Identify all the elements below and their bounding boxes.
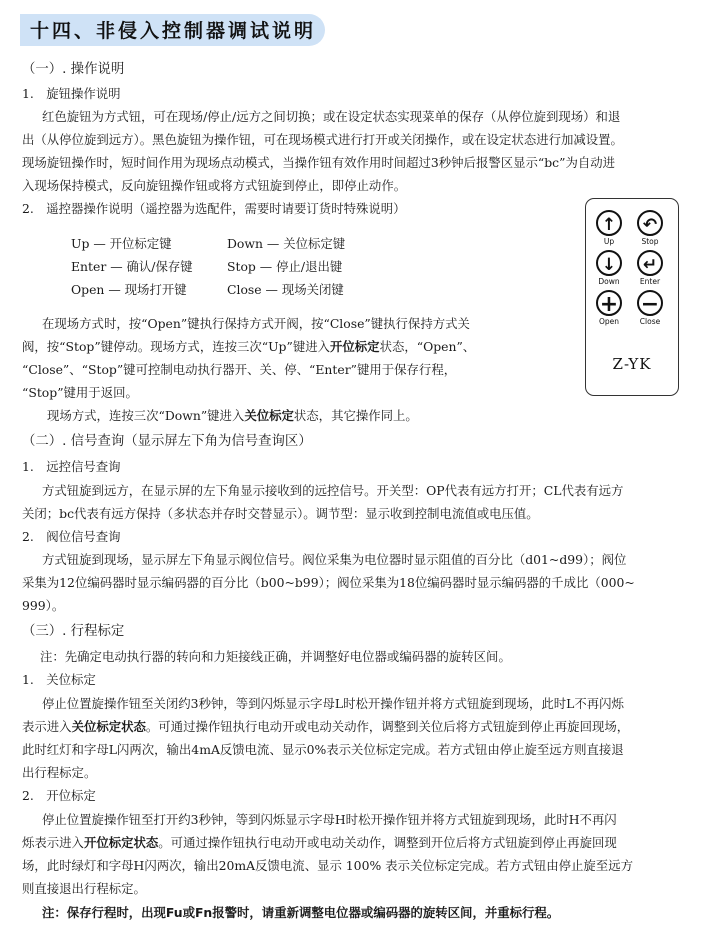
- key-desc: Down — 关位标定键: [227, 236, 346, 251]
- remote-label: Up: [603, 237, 615, 246]
- paragraph-line: “Close”、“Stop”键可控制电动执行器开、关、停、“Enter”键用于保存行程，: [22, 362, 457, 377]
- paragraph-line: 出（从停位旋到远方）。黑色旋钮为操作钮，可在现场模式进行打开或关闭操作，或在设定状态进行加减设置。: [22, 132, 623, 147]
- key-desc: Open — 现场打开键: [71, 282, 187, 297]
- emphasis-close-calibration-state: 关位标定状态: [71, 719, 146, 734]
- emphasis-open-calibration-state: 开位标定状态: [83, 835, 159, 850]
- paragraph-line: 红色旋钮为方式钮，可在现场/停止/远方之间切换；或在设定状态实现菜单的保存（从停位旋到现场）和退: [42, 109, 621, 124]
- down-arrow-icon: ↓: [596, 250, 622, 276]
- paragraph-line: 停止位置旋操作钮至打开约3秒钟，等到闪烁显示字母H时松开操作钮并将方式钮旋到现场，此时H不再闪: [42, 812, 617, 827]
- key-desc: Enter — 确认/保存键: [71, 259, 193, 274]
- paragraph-line: 出行程标定。: [22, 765, 97, 780]
- section-heading-operation: （一）. 操作说明: [22, 62, 125, 77]
- paragraph-line: 则直接退出行程标定。: [22, 881, 146, 896]
- up-arrow-icon: ↑: [596, 210, 622, 236]
- paragraph-line: 场，此时绿灯和字母H闪两次，输出20mA反馈电流、显示 100% 表示关位标定完成。若方式钮由停止旋至远方: [22, 858, 633, 873]
- return-arrow-icon: ↶: [637, 210, 663, 236]
- remote-control-illustration: [585, 198, 679, 396]
- paragraph-line: 方式钮旋到远方，在显示屏的左下角显示接收到的远控信号。开关型：OP代表有远方打开；CL代表有远方: [42, 483, 624, 498]
- emphasis-close-calibration: 关位标定: [244, 408, 294, 423]
- remote-label: Open: [598, 317, 620, 326]
- section-heading-signal: （二）. 信号查询（显示屏左下角为信号查询区）: [22, 434, 312, 449]
- paragraph-line: 停止位置旋操作钮至关闭约3秒钟，等到闪烁显示字母L时松开操作钮并将方式钮旋到现场，此时L不再闪烁: [42, 696, 624, 711]
- final-note: 注：保存行程时，出现Fu或Fn报警时，请重新调整电位器或编码器的旋转区间，并重标行程。: [42, 905, 560, 920]
- paragraph-line: 方式钮旋到现场，显示屏左下角显示阀位信号。阀位采集为电位器时显示阻值的百分比（d01~d99）；阀位: [42, 552, 627, 567]
- paragraph-line: 此时红灯和字母L闪两次，输出4mA反馈电流、显示0%表示关位标定完成。若方式钮由停止旋至远方则直接退: [22, 742, 624, 757]
- remote-label: Close: [639, 317, 661, 326]
- subheading-remote-signal: 1. 远控信号查询: [22, 459, 121, 474]
- enter-arrow-icon: ↵: [637, 250, 663, 276]
- paragraph-line: 现场方式，连按三次“Down”键进入关位标定状态，其它操作同上。: [47, 408, 418, 423]
- subheading-open-calibration: 2. 开位标定: [22, 788, 96, 803]
- key-desc: Up — 开位标定键: [71, 236, 172, 251]
- plus-icon: +: [596, 290, 622, 316]
- paragraph-line: 入现场保持模式，反向旋钮操作钮或将方式钮旋到停止，即停止动作。: [22, 178, 407, 193]
- paragraph-line: 在现场方式时，按“Open”键执行保持方式开阀，按“Close”键执行保持方式关: [42, 316, 470, 331]
- emphasis-open-calibration: 开位标定: [330, 339, 380, 354]
- key-desc: Stop — 停止/退出键: [227, 259, 343, 274]
- paragraph-line: 999）。: [22, 598, 65, 613]
- note-line: 注：先确定电动执行器的转向和力矩接线正确，并调整好电位器或编码器的旋转区间。: [40, 649, 511, 664]
- paragraph-line: 现场旋钮操作时，短时间作用为现场点动模式，当操作钮有效作用时间超过3秒钟后报警区显示“bc”为自动进: [22, 155, 616, 170]
- paragraph-line: “Stop”键用于返回。: [22, 385, 138, 400]
- remote-label: Stop: [641, 237, 659, 246]
- paragraph-line: 采集为12位编码器时显示编码器的百分比（b00~b99）；阀位采集为18位编码器时显示编码器的千成比（000~: [22, 575, 635, 590]
- subheading-knob: 1. 旋钮操作说明: [22, 86, 121, 101]
- paragraph-line: 阀，按“Stop”键停动。现场方式，连按三次“Up”键进入开位标定状态，“Open”、: [22, 339, 476, 354]
- minus-icon: −: [637, 290, 663, 316]
- key-desc: Close — 现场关闭键: [227, 282, 344, 297]
- paragraph-line: 关闭；bc代表有远方保持（多状态并存时交替显示）。调节型：显示收到控制电流值或电压值。: [22, 506, 539, 521]
- subheading-valve-signal: 2. 阀位信号查询: [22, 529, 121, 544]
- subheading-remote: 2. 遥控器操作说明（遥控器为选配件，需要时请要订货时特殊说明）: [22, 201, 406, 216]
- remote-label: Enter: [639, 277, 661, 286]
- paragraph-line: 表示进入关位标定状态。可通过操作钮执行电动开或电动关动作，调整到关位后将方式钮旋到停止再旋回现场，: [22, 719, 630, 734]
- remote-model-label: Z-YK: [612, 355, 652, 373]
- remote-label: Down: [598, 277, 620, 286]
- page-title: 十四、非侵入控制器调试说明: [30, 20, 317, 42]
- section-heading-calibration: （三）. 行程标定: [22, 624, 125, 639]
- paragraph-line: 烁表示进入开位标定状态。可通过操作钮执行电动开或电动关动作，调整到开位后将方式钮旋到停止再旋回现: [22, 835, 617, 850]
- subheading-close-calibration: 1. 关位标定: [22, 672, 96, 687]
